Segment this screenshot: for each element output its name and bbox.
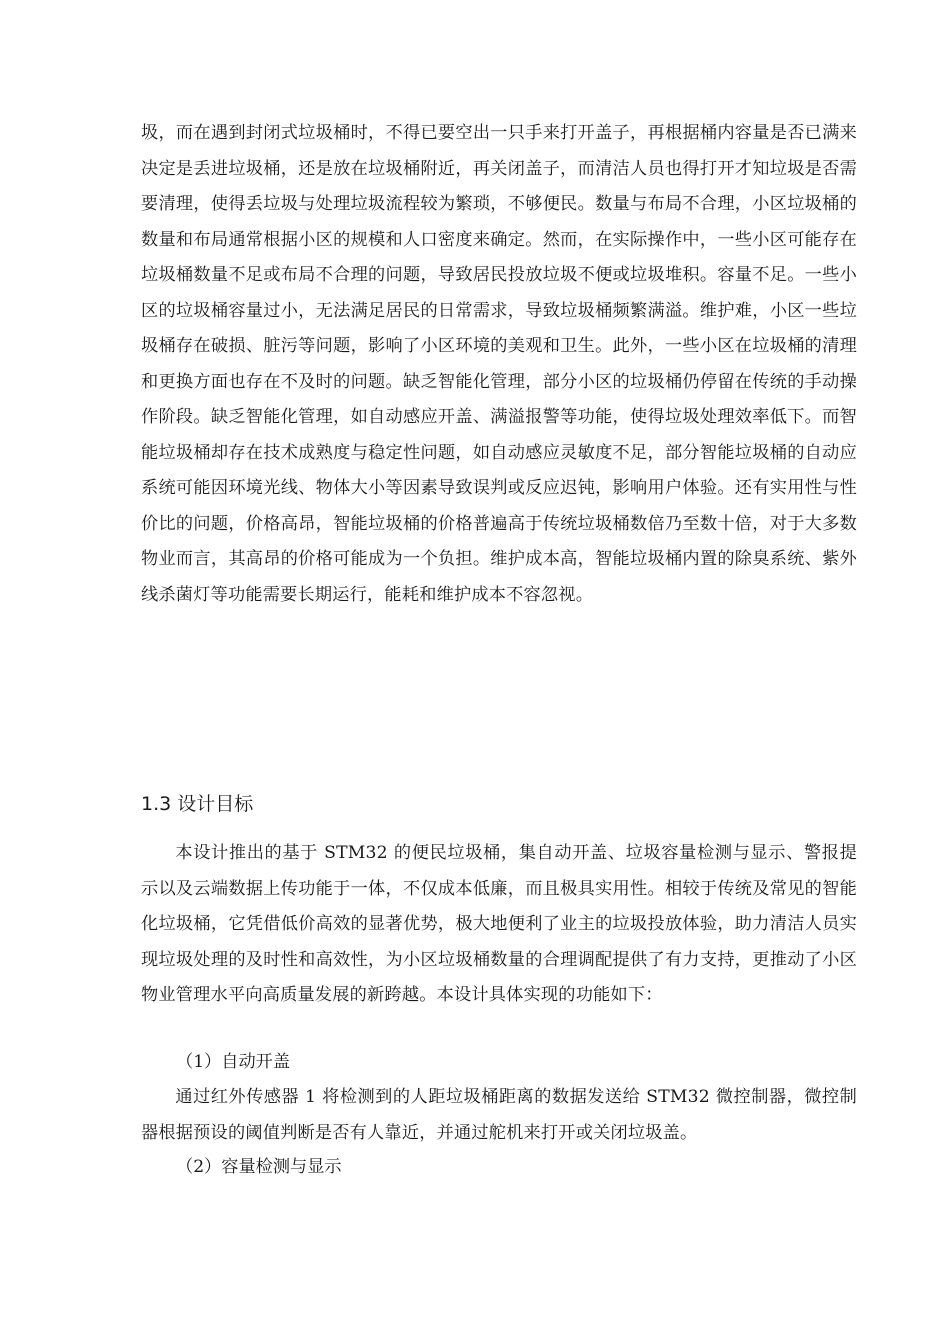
intro-paragraph: 本设计推出的基于 STM32 的便民垃圾桶，集自动开盖、垃圾容量检测与显示、警报提示以及云端数据上传功能于一体，不仅成本低廉，而且极具实用性。相较于传统及常见的智能化垃圾桶，它凭借低价高效的显著优势，极大地便利了业主的垃圾投放体验，助力清洁人员实现垃圾处理的及时性和高效性，为小区垃圾桶数量的合理调配提供了有力支持，更推动了小区物业管理水平向高质量发展的新跨越。本设计具体实现的功能如下： [141, 843, 857, 1005]
item-heading-capacity-detection: （2）容量检测与显示 [176, 1157, 342, 1177]
item-body-auto-open-lid: 通过红外传感器 1 将检测到的人距垃圾桶距离的数据发送给 STM32 微控制器，微控制器根据预设的阈值判断是否有人靠近，并通过舵机来打开或关闭垃圾盖。 [141, 1087, 857, 1143]
section-heading: 1.3 设计目标 [141, 793, 254, 815]
item-heading-auto-open-lid: （1）自动开盖 [176, 1052, 291, 1072]
continuation-paragraph: 圾，而在遇到封闭式垃圾桶时，不得已要空出一只手来打开盖子，再根据桶内容量是否已满来决定是丢进垃圾桶，还是放在垃圾桶附近，再关闭盖子，而清洁人员也得打开才知垃圾是否需要清理，使得丢垃圾与处理垃圾流程较为繁琐，不够便民。数量与布局不合理，小区垃圾桶的数量和布局通常根据小区的规模和人口密度来确定。然而，在实际操作中，一些小区可能存在垃圾桶数量不足或布局不合理的问题，导致居民投放垃圾不便或垃圾堆积。容量不足。一些小区的垃圾桶容量过小，无法满足居民的日常需求，导致垃圾桶频繁满溢。维护难，小区一些垃圾桶存在破损、脏污等问题，影响了小区环境的美观和卫生。此外，一些小区在垃圾桶的清理和更换方面也存在不及时的问题。缺乏智能化管理，部分小区的垃圾桶仍停留在传统的手动操作阶段。缺乏智能化管理，如自动感应开盖、满溢报警等功能，使得垃圾处理效率低下。而智能垃圾桶却存在技术成熟度与稳定性问题，如自动感应灵敏度不足，部分智能垃圾桶的自动应系统可能因环境光线、物体大小等因素导致误判或反应迟钝，影响用户体验。还有实用性与性价比的问题，价格高昂，智能垃圾桶的价格普遍高于传统垃圾桶数倍乃至数十倍，对于大多数物业而言，其高昂的价格可能成为一个负担。维护成本高，智能垃圾桶内置的除臭系统、紫外线杀菌灯等功能需要长期运行，能耗和维护成本不容忽视。 [141, 123, 857, 605]
